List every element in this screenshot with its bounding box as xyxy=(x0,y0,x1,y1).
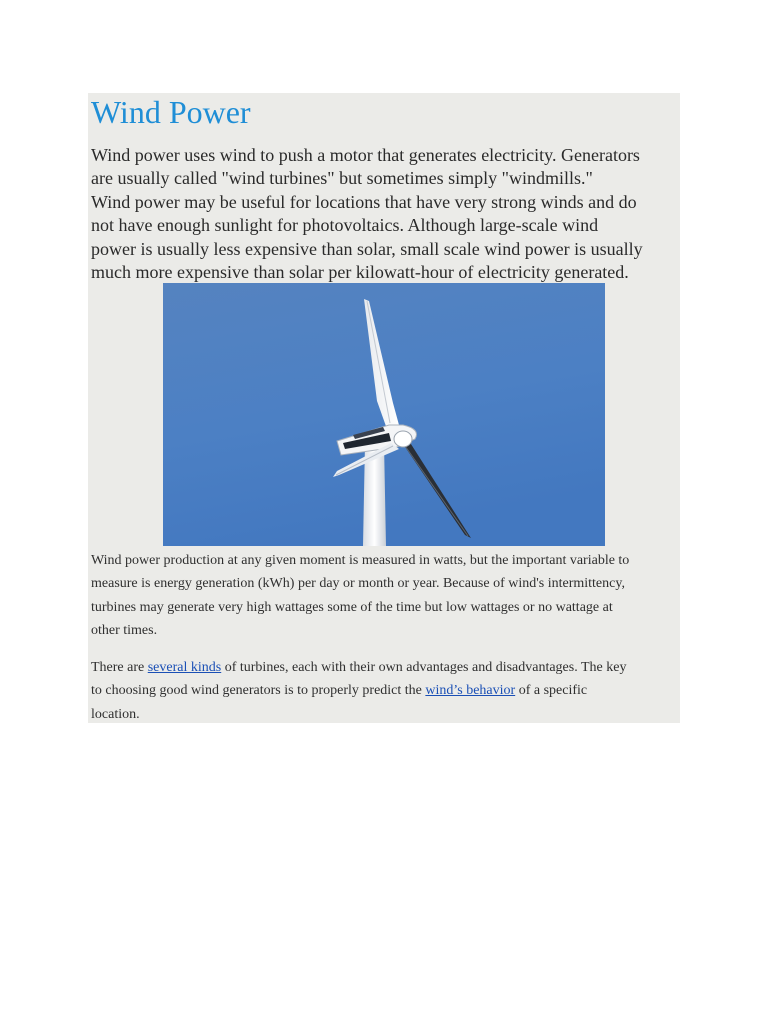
turbine-kinds-paragraph xyxy=(91,656,677,726)
text-segment: to choosing good wind generators is to properly predict the xyxy=(91,683,426,699)
page-title: Wind Power xyxy=(91,94,251,130)
text-segment: There are xyxy=(91,660,148,675)
intro-line: Wind power may be useful for locations that have very strong winds and do xyxy=(91,191,637,212)
paragraph-line: turbines may generate very high wattages some of the time but low wattages or no wattage at xyxy=(91,599,613,615)
turbine-hub xyxy=(394,431,412,447)
intro-line: are usually called "wind turbines" but sometimes simply "windmills." xyxy=(91,168,593,189)
intro-line: not have enough sunlight for photovoltaics. Although large-scale wind xyxy=(91,215,599,236)
wind-turbine-photo xyxy=(163,283,605,546)
intro-line: Wind power uses wind to push a motor that generates electricity. Generators xyxy=(91,145,640,165)
winds-behavior-link[interactable]: wind’s behavior xyxy=(425,683,516,699)
text-segment: of a specific xyxy=(515,683,588,699)
paragraph-line: Wind power production at any given moment is measured in watts, but the important variable to xyxy=(91,553,630,568)
paragraph-line: measure is energy generation (kWh) per day or month or year. Because of wind's intermittency, xyxy=(91,576,625,592)
several-kinds-link[interactable]: several kinds xyxy=(147,660,222,675)
paragraph-line: other times. xyxy=(91,622,158,638)
text-segment: of turbines, each with their own advantages and disadvantages. The key xyxy=(221,660,627,675)
intro-paragraph xyxy=(91,144,676,284)
generation-paragraph xyxy=(91,549,677,642)
paragraph-line: location. xyxy=(91,706,140,722)
intro-line: much more expensive than solar per kilowatt-hour of electricity generated. xyxy=(91,262,629,283)
paragraph-line xyxy=(91,656,677,679)
intro-line: power is usually less expensive than solar, small scale wind power is usually xyxy=(91,238,643,259)
paragraph-line xyxy=(91,679,677,702)
